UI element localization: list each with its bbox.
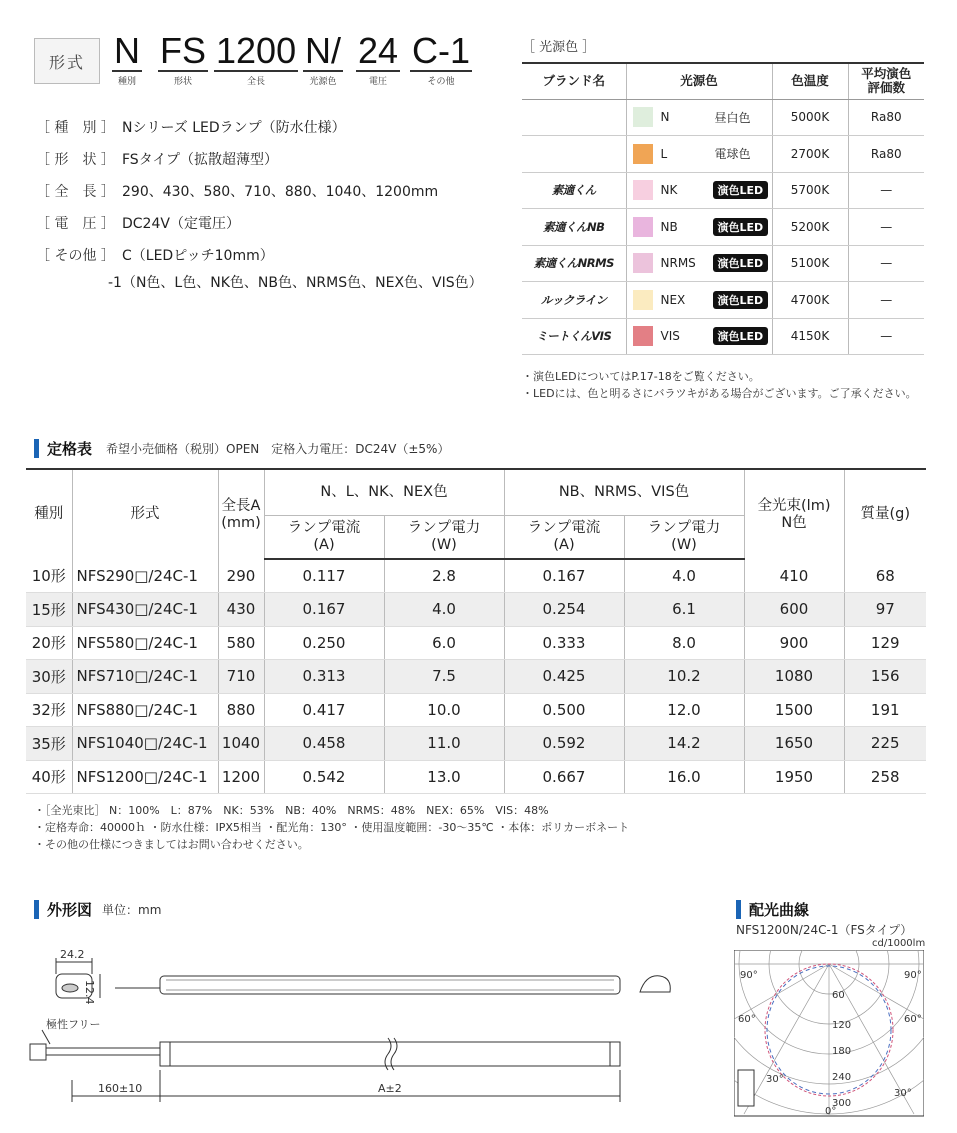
st-header-type: 種別	[26, 469, 72, 559]
lc-temp: 5000K	[772, 99, 848, 136]
color-swatch	[633, 107, 653, 127]
cell-p1: 6.0	[384, 626, 504, 660]
spec-item: ［ 電 圧 ］ DC24V（定電圧）	[36, 216, 240, 232]
spec-item: -1（N色、L色、NK色、NB色、NRMS色、NEX色、VIS色）	[108, 275, 483, 291]
spec-item: ［ 種 別 ］ Nシリーズ LEDランプ（防水仕様）	[36, 120, 346, 136]
lc-brand: 素適くん	[522, 172, 626, 209]
cell-length: 580	[218, 626, 264, 660]
outline-drawing	[20, 940, 700, 1110]
cell-g: 225	[844, 727, 926, 761]
distribution-model: NFS1200N/24C-1（FSタイプ）	[736, 923, 913, 937]
lc-color-cell	[626, 318, 772, 355]
heading-bar	[34, 439, 39, 458]
cell-g: 258	[844, 760, 926, 794]
color-swatch	[633, 217, 653, 237]
model-part-shape: FS 形状	[160, 30, 207, 87]
lc-color-cell	[626, 172, 772, 209]
table-row	[26, 660, 926, 694]
st-header-lumen: 全光束(lm) N色	[744, 469, 844, 559]
cell-p1: 10.0	[384, 693, 504, 727]
lc-header-ra: 平均演色 評価数	[848, 63, 924, 99]
cell-lm: 600	[744, 593, 844, 627]
lc-brand: ルックライン	[522, 282, 626, 319]
cell-lm: 1080	[744, 660, 844, 694]
spec-table-notes	[34, 802, 629, 853]
cell-i1: 0.313	[264, 660, 384, 694]
cell-p2: 6.1	[624, 593, 744, 627]
heading-sub: 希望小売価格（税別）OPEN 定格入力電圧：DC24V（±5%）	[106, 442, 450, 456]
lc-header-brand: ブランド名	[522, 63, 626, 99]
cell-g: 156	[844, 660, 926, 694]
spec-item: ［ その他 ］ C（LEDピッチ10mm）	[36, 248, 274, 264]
cell-i1: 0.117	[264, 559, 384, 593]
st-header-power2: ランプ電力 (W)	[624, 515, 744, 559]
color-rendering-badge: 演色LED	[713, 254, 769, 272]
cell-length: 430	[218, 593, 264, 627]
cell-p2: 8.0	[624, 626, 744, 660]
lamp-top-view	[115, 976, 670, 994]
angle-label: 60°	[738, 1014, 756, 1025]
lc-ra: Ra80	[848, 136, 924, 173]
st-header-current1: ランプ電流 (A)	[264, 515, 384, 559]
color-rendering-badge: 演色LED	[713, 327, 769, 345]
lc-code: NRMS	[660, 256, 696, 271]
cell-g: 68	[844, 559, 926, 593]
cell-lm: 1650	[744, 727, 844, 761]
lc-row	[522, 209, 924, 246]
cell-type: 40形	[26, 760, 72, 794]
model-part-color: N/ 光源色	[305, 30, 341, 87]
cell-p2: 4.0	[624, 559, 744, 593]
cell-model: NFS580□/24C-1	[72, 626, 218, 660]
st-header-power1: ランプ電力 (W)	[384, 515, 504, 559]
cell-type: 30形	[26, 660, 72, 694]
lc-color-cell	[626, 209, 772, 246]
spec-table	[26, 468, 926, 794]
cell-lm: 1950	[744, 760, 844, 794]
cell-i1: 0.417	[264, 693, 384, 727]
lc-color-name: 電球色	[714, 147, 751, 162]
lc-brand: 素適くんNB	[522, 209, 626, 246]
cell-i2: 0.254	[504, 593, 624, 627]
cell-p2: 14.2	[624, 727, 744, 761]
cell-type: 20形	[26, 626, 72, 660]
lc-ra: —	[848, 282, 924, 319]
lc-ra: —	[848, 318, 924, 355]
lc-code: VIS	[660, 329, 680, 344]
cell-g: 129	[844, 626, 926, 660]
cell-p2: 12.0	[624, 693, 744, 727]
cell-p1: 11.0	[384, 727, 504, 761]
model-label: 形式	[48, 52, 85, 72]
st-header-length: 全長A (mm)	[218, 469, 264, 559]
cell-type: 32形	[26, 693, 72, 727]
spec-list	[36, 112, 483, 294]
cell-type: 15形	[26, 593, 72, 627]
lc-color-cell	[626, 136, 772, 173]
lc-brand	[522, 136, 626, 173]
radial-label: 180	[832, 1046, 852, 1057]
color-rendering-badge: 演色LED	[713, 181, 769, 199]
angle-label: 30°	[766, 1074, 784, 1085]
cell-p2: 16.0	[624, 760, 744, 794]
lc-ra: —	[848, 172, 924, 209]
light-color-title: ［ 光源色 ］	[522, 40, 596, 55]
lc-row	[522, 318, 924, 355]
spec-item: ［ 形 状 ］ FSタイプ（拡散超薄型）	[36, 152, 278, 168]
color-swatch	[633, 253, 653, 273]
st-header-model: 形式	[72, 469, 218, 559]
lc-temp: 4700K	[772, 282, 848, 319]
spec-table-heading	[34, 438, 449, 459]
cell-p1: 2.8	[384, 559, 504, 593]
angle-label: 60°	[904, 1014, 922, 1025]
heading-text: 外形図	[47, 901, 93, 919]
color-swatch	[633, 290, 653, 310]
table-row	[26, 693, 926, 727]
lc-temp: 5100K	[772, 245, 848, 282]
light-color-table	[522, 62, 924, 355]
dim-height: 12.4	[83, 980, 96, 1005]
model-part-other: C-1 その他	[412, 30, 471, 87]
cell-lm: 1500	[744, 693, 844, 727]
lc-brand	[522, 99, 626, 136]
dim-width: 24.2	[60, 948, 85, 961]
radial-label: 300	[832, 1098, 852, 1109]
heading-unit: 単位：mm	[102, 903, 162, 917]
note-line: ・LEDには、色と明るさにバラツキがある場合がございます。ご了承ください。	[522, 387, 917, 400]
cell-length: 880	[218, 693, 264, 727]
lc-color-cell	[626, 99, 772, 136]
dim-a: A±2	[378, 1082, 402, 1095]
lc-row	[522, 172, 924, 209]
lc-row	[522, 245, 924, 282]
color-rendering-badge: 演色LED	[713, 218, 769, 236]
cell-lm: 900	[744, 626, 844, 660]
cell-i1: 0.250	[264, 626, 384, 660]
table-row	[26, 593, 926, 627]
cell-i2: 0.667	[504, 760, 624, 794]
cell-lm: 410	[744, 559, 844, 593]
cell-model: NFS880□/24C-1	[72, 693, 218, 727]
table-row	[26, 760, 926, 794]
heading-text: 定格表	[47, 440, 93, 458]
note-line: ・［全光束比］ N：100% L：87% NK：53% NB：40% NRMS：48% NEX：65% VIS：48%	[34, 804, 549, 817]
table-row	[26, 727, 926, 761]
cell-p2: 10.2	[624, 660, 744, 694]
cell-model: NFS430□/24C-1	[72, 593, 218, 627]
lc-brand: 素適くんNRMS	[522, 245, 626, 282]
cell-model: NFS1200□/24C-1	[72, 760, 218, 794]
lc-temp: 5700K	[772, 172, 848, 209]
lamp-icon	[738, 1070, 754, 1106]
heading-bar	[736, 900, 741, 919]
table-row	[26, 559, 926, 593]
color-rendering-badge: 演色LED	[713, 291, 769, 309]
cell-model: NFS290□/24C-1	[72, 559, 218, 593]
cell-model: NFS1040□/24C-1	[72, 727, 218, 761]
cell-i2: 0.592	[504, 727, 624, 761]
distribution-heading	[736, 899, 809, 920]
st-header-current2: ランプ電流 (A)	[504, 515, 624, 559]
model-part-length: 1200 全長	[216, 30, 297, 87]
cell-p1: 13.0	[384, 760, 504, 794]
color-swatch	[633, 180, 653, 200]
lc-row	[522, 282, 924, 319]
radial-label: 240	[832, 1072, 852, 1083]
outline-heading	[34, 899, 161, 920]
lc-code: NEX	[660, 292, 686, 307]
cell-i1: 0.542	[264, 760, 384, 794]
angle-label: 90°	[740, 970, 758, 981]
cell-type: 35形	[26, 727, 72, 761]
angle-label: 0°	[825, 1106, 837, 1117]
model-part-voltage: 24 電圧	[358, 30, 399, 87]
radial-label: 60	[832, 990, 845, 1001]
lc-ra: —	[848, 209, 924, 246]
lc-row	[522, 136, 924, 173]
color-swatch	[633, 326, 653, 346]
st-header-group2: NB、NRMS、VIS色	[504, 469, 744, 515]
table-row	[26, 626, 926, 660]
model-part-type: N 種別	[114, 30, 140, 87]
lc-header-temp: 色温度	[772, 63, 848, 99]
note-line: ・演色LEDについてはP.17-18をご覧ください。	[522, 370, 760, 383]
light-color-notes	[522, 368, 917, 402]
cell-model: NFS710□/24C-1	[72, 660, 218, 694]
lc-color-name: 昼白色	[714, 110, 751, 125]
note-line: ・その他の仕様につきましてはお問い合わせください。	[34, 838, 309, 851]
cell-i2: 0.167	[504, 559, 624, 593]
lc-code: N	[660, 110, 670, 125]
cell-g: 97	[844, 593, 926, 627]
cell-p1: 7.5	[384, 660, 504, 694]
lc-row	[522, 99, 924, 136]
lc-temp: 5200K	[772, 209, 848, 246]
st-header-group1: N、L、NK、NEX色	[264, 469, 504, 515]
cell-i1: 0.167	[264, 593, 384, 627]
heading-bar	[34, 900, 39, 919]
cell-length: 1200	[218, 760, 264, 794]
lc-code: NB	[660, 219, 678, 234]
lc-ra: —	[848, 245, 924, 282]
distribution-unit: cd/1000lm	[872, 938, 926, 949]
cell-g: 191	[844, 693, 926, 727]
dim-lead: 160±10	[98, 1082, 143, 1095]
color-swatch	[633, 144, 653, 164]
lc-temp: 4150K	[772, 318, 848, 355]
cell-i1: 0.458	[264, 727, 384, 761]
cell-type: 10形	[26, 559, 72, 593]
angle-label: 90°	[904, 970, 922, 981]
cell-length: 1040	[218, 727, 264, 761]
cell-i2: 0.500	[504, 693, 624, 727]
polarity-label: 極性フリー	[46, 1018, 101, 1031]
cell-i2: 0.333	[504, 626, 624, 660]
heading-text: 配光曲線	[749, 901, 810, 919]
note-line: ・定格寿命：40000ｈ ・防水仕様：IPX5相当 ・配光角：130° ・使用温度範囲：-30〜35℃ ・本体：ポリカーボネート	[34, 821, 630, 834]
cell-i2: 0.425	[504, 660, 624, 694]
cell-length: 710	[218, 660, 264, 694]
lc-brand: ミートくんVIS	[522, 318, 626, 355]
lc-header-color: 光源色	[626, 63, 772, 99]
lc-ra: Ra80	[848, 99, 924, 136]
distribution-chart	[734, 950, 924, 1120]
spec-item: ［ 全 長 ］ 290、430、580、710、880、1040、1200mm	[36, 184, 439, 200]
lc-color-cell	[626, 282, 772, 319]
cell-p1: 4.0	[384, 593, 504, 627]
lc-code: L	[660, 146, 668, 161]
model-label-box	[34, 38, 100, 84]
lc-color-cell	[626, 245, 772, 282]
lc-code: NK	[660, 183, 678, 198]
cell-length: 290	[218, 559, 264, 593]
st-header-mass: 質量(g)	[844, 469, 926, 559]
radial-label: 120	[832, 1020, 852, 1031]
lc-temp: 2700K	[772, 136, 848, 173]
angle-label: 30°	[894, 1088, 912, 1099]
